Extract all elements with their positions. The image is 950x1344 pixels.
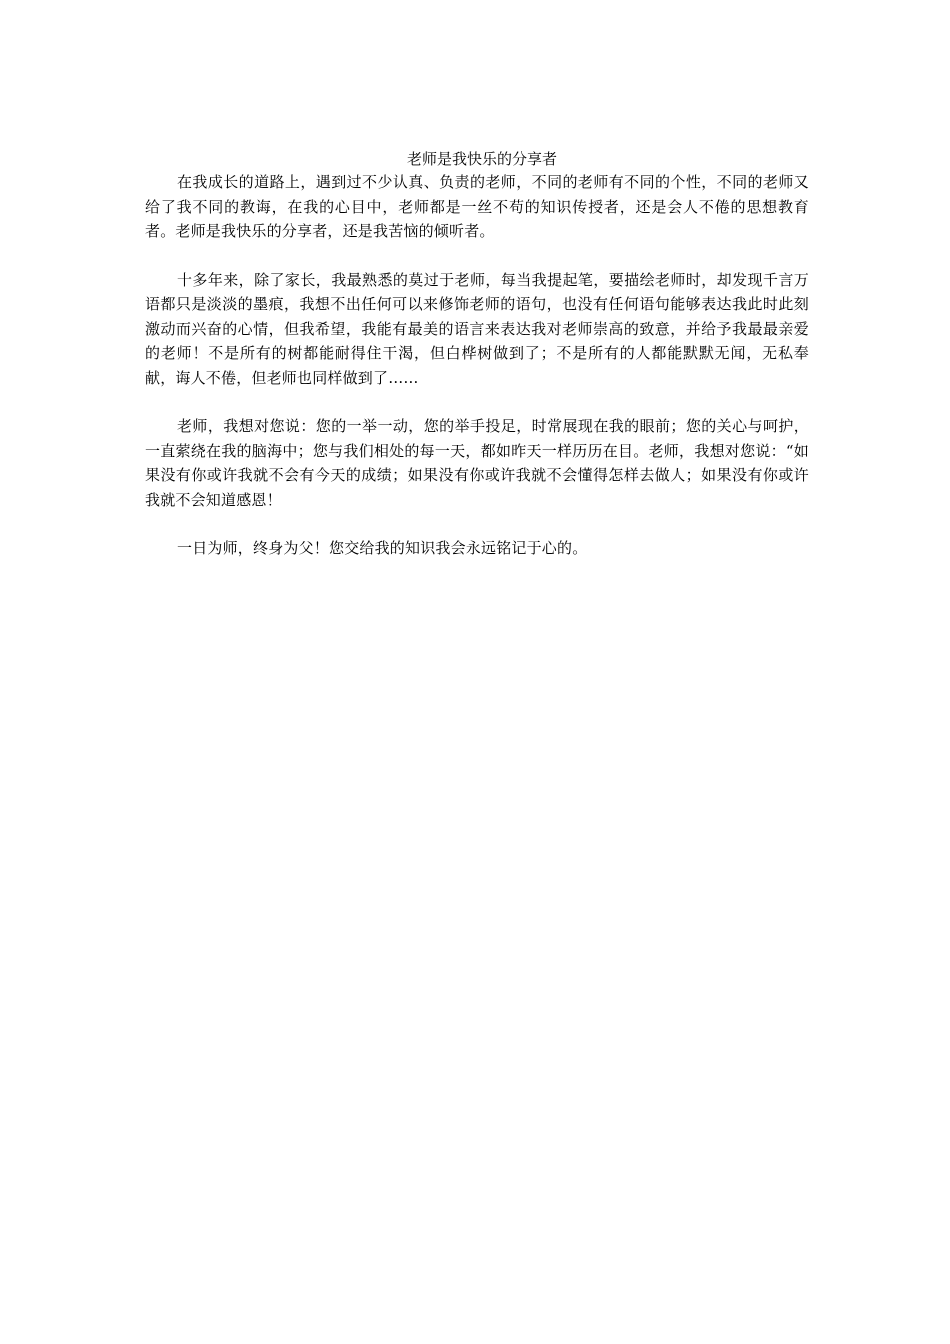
paragraph-4: 一日为师，终身为父！您交给我的知识我会永远铭记于心的。 — [177, 539, 588, 557]
paragraph-spacer — [145, 244, 809, 268]
paragraph-1: 在我成长的道路上，遇到过不少认真、负责的老师，不同的老师有不同的个性，不同的老师又给了我不同的教诲，在我的心目中，老师都是一丝不苟的知识传授者，还是会人不倦的思想教育者。老师是我快乐的分享者，还是我苦恼的倾听者。 — [145, 173, 809, 240]
document-body — [145, 148, 809, 561]
document-title: 老师是我快乐的分享者 — [406, 150, 557, 168]
paragraph-2: 十多年来，除了家长，我最熟悉的莫过于老师，每当我提起笔，要描绘老师时，却发现千言万语都只是淡淡的墨痕，我想不出任何可以来修饰老师的语句，也没有任何语句能够表达我此时此刻激动而兴奋的心情，但我希望，我能有最美的语言来表达我对老师崇高的致意，并给予我最最亲爱的老师！不是所有的树都能耐得住干渴，但白桦树做到了；不是所有的人都能默默无闻，无私奉献，诲人不倦，但老师也同样做到了…… — [145, 270, 809, 387]
paragraph-spacer — [145, 512, 809, 536]
paragraph-3: 老师，我想对您说：您的一举一动，您的举手投足，时常展现在我的眼前；您的关心与呵护，一直萦绕在我的脑海中；您与我们相处的每一天，都如昨天一样历历在目。老师，我想对您说：“如果没有你或许我就不会有今天的成绩；如果没有你或许我就不会懂得怎样去做人；如果没有你或许我就不会知道感恩！ — [145, 417, 809, 509]
paragraph-spacer — [145, 390, 809, 414]
